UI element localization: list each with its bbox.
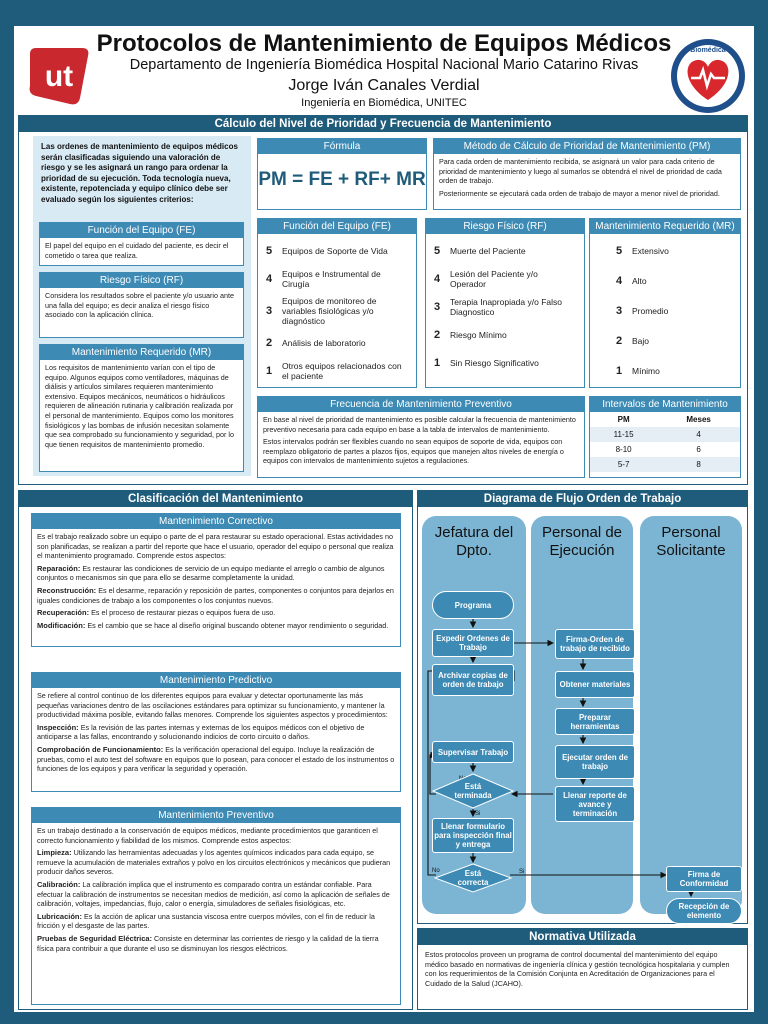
scale-value: 3 [434,301,441,313]
lane-title-ejecucion: Personal de Ejecución [541,524,623,559]
svg-text:Biomédica: Biomédica [690,47,726,54]
frequency-paragraph-2: Estos intervalos podrán ser flexibles cuando no sean equipos de soporte de vida, equipos con reemplazo obligatorio de partes a plazos fijos, equipos que manejen altos niveles de energía o equipos con intervalos de mantenimiento sujetos a regulaciones. [263,437,564,466]
criteria-panel [33,136,251,476]
decision-label-terminada: Está terminada [454,782,492,800]
flow-section [417,490,748,924]
method-box [433,138,741,210]
definition-item [37,880,395,909]
scale-description: Bajo [632,336,650,346]
definition-item [37,912,395,931]
scale-description: Lesión del Paciente y/o Operador [450,269,538,289]
definition-term: Modificación: [37,620,86,630]
list-item [616,300,732,322]
scale-value: 3 [266,305,273,317]
normativa-section [417,928,748,1010]
preventive-items [37,848,395,953]
table-cell: 6 [696,445,701,454]
node-programa: Programa [432,591,514,619]
classification-section [18,490,413,1010]
definition-term: Inspección: [37,722,79,732]
fe-scale-box [257,218,417,388]
table-row [590,427,740,442]
lane-title-jefatura: Jefatura del Dpto. [434,524,514,559]
definition-text: Es la acción de aplicar una sustancia viscosa entre cuerpos móviles, con el fin de reducir la fricción y el desgaste de las partes. [37,911,375,931]
rf-description-text: Considera los resultados sobre el paciente y/o usuario ante una falla del equipo; es decir analiza el riesgo físico asociado con la aplicación clínica. [45,291,234,320]
scale-value: 1 [434,357,441,369]
fe-scale-list [258,234,416,394]
svg-text:ut: ut [44,60,74,93]
predictive-box [31,672,401,792]
definition-term: Calibración: [37,879,81,889]
definition-text: Utilizando las herramientas adecuadas y los agentes químicos indicados para cada equipo, se remueve la acumulación de materiales extraños y polvo en los circuitos electrónicos y mecánicos que pudieran producir daños severos. [37,848,391,877]
lane-title-solicitante: Personal Solicitante [656,524,726,559]
list-item [434,296,576,318]
scale-description: Muerte del Paciente [450,246,526,256]
definition-text: Es el desarme, reparación y reposición de partes, componentes o conjuntos para dejarlos en iguales condiciones de trabajo a los componentes o los conjuntos nuevos. [37,585,394,605]
rf-scale-box [425,218,585,388]
node-esta-correcta [434,863,512,893]
fe-description-text: El papel del equipo en el cuidado del paciente, es decir el cometido o tarea que realiza. [45,241,229,260]
scale-value: 2 [266,337,273,349]
author-name: Jorge Iván Canales Verdial [288,77,480,94]
scale-description: Equipos e Instrumental de Cirugía [282,269,381,289]
formula-text: PM = FE + RF+ MR [258,169,426,190]
label-si-terminada: Si [475,811,481,817]
scale-value: 5 [266,245,273,257]
scale-value: 4 [434,273,441,285]
scale-value: 4 [616,275,623,287]
definition-term: Reconstrucción: [37,585,97,595]
definition-item [37,745,395,774]
scale-value: 2 [616,335,623,347]
table-cell: 5-7 [590,457,657,472]
definition-term: Limpieza: [37,848,72,858]
calc-section [18,115,748,485]
normativa-title: Normativa Utilizada [418,929,747,945]
list-item [434,268,576,290]
mr-description-label: Mantenimiento Requerido (MR) [40,345,243,360]
method-paragraph-2: Posteriormente se ejecutará cada orden de trabajo de mayor a menor nivel de prioridad. [439,188,720,198]
table-cell: 11-15 [590,427,657,442]
node-llenar-formulario: Llenar formulario para inspección final y entrega [432,818,514,853]
corrective-box [31,513,401,647]
frequency-paragraph-1: En base al nivel de prioridad de mantenimiento es posible calcular la frecuencia de mantenimiento preventivo necesaria para cada equipo en base a la tabla de intervalos de mantenimiento. [263,415,576,434]
definition-item [37,608,395,618]
scale-value: 5 [434,245,441,257]
preventive-intro: Es un trabajo destinado a la conservación de equipos médicos, mediante procedimientos que garanticen el correcto funcionamiento y fiabilidad de los mismos. Comprende estos aspectos: [37,826,378,845]
intervals-header-pm: PM [617,415,630,424]
node-recepcion-elemento: Recepción de elemento [666,898,742,924]
label-no-correcta: No [432,868,440,874]
node-esta-terminada [432,773,514,809]
scale-description: Riesgo Mínimo [450,330,507,340]
definition-item [37,586,395,605]
scale-description: Mínimo [632,366,660,376]
mr-scale-list [590,234,740,396]
corrective-label: Mantenimiento Correctivo [32,514,400,529]
definition-item [37,723,395,742]
table-cell: 4 [657,427,740,442]
fe-description-label: Función del Equipo (FE) [40,223,243,238]
fe-scale-label: Función del Equipo (FE) [258,219,416,234]
list-item [266,360,408,382]
fe-description-box [39,222,244,266]
node-llenar-reporte: Llenar reporte de avance y terminación [555,786,635,822]
decision-label-correcta: Está correcta [457,869,489,887]
scale-description: Equipos de monitoreo de variables fisiológicas y/o diagnóstico [282,296,377,326]
institution-name: Ingeniería en Biomédica, UNITEC [301,97,467,109]
predictive-intro: Se refiere al control continuo de los diferentes equipos para evaluar y detectar oportunamente las más pequeñas variaciones dentro de las oscilaciones estándares para optimizar su funcionamiento, y mantener la productividad máxima posible, evitando fallas menores. Comprende los siguientes aspectos y procedimientos: [37,691,388,720]
definition-text: La calibración implica que el instrumento es comparado contra un estándar confiable. Para efectuar la calibración de instrumentos se necesitan medios de medición, así como la aplicación de señales de calibración, voltajes, impedancias, flujo, calor o energía, simuladores de señales fisiológicas, etc. [37,879,390,909]
intervals-header-months: Meses [686,415,711,424]
definition-term: Reparación: [37,563,81,573]
predictive-label: Mantenimiento Predictivo [32,673,400,688]
node-archivar-copias: Archivar copias de orden de trabajo [432,664,514,696]
table-row [590,457,740,472]
intervals-table [590,412,740,472]
list-item [266,240,408,262]
intervals-box [589,396,741,478]
department-name: Departamento de Ingeniería Biomédica Hospital Nacional Mario Catarino Rivas [129,57,639,73]
scale-value: 3 [616,305,623,317]
list-item [434,240,576,262]
scale-value: 4 [266,273,273,285]
list-item [616,240,732,262]
criteria-intro: Las ordenes de mantenimiento de equipos médicos serán clasificadas siguiendo una valoración de riesgo y se les asignará un rango para ordenar la prioridad de su ejecución. Toda tecnología nueva, existente, repotenciada y equipo clínico debe ser evaluado según los siguientes criterios: [41,142,238,204]
scale-description: Terapia Inapropiada y/o Falso Diagnostico [450,297,562,317]
definition-text: Es la revisión de las partes internas y externas de los equipos médicos con el objetivo de anticiparse a las fallas, encontrando y solucionando indicios de corto circuito o daños. [37,722,365,742]
corrective-intro: Es el trabajo realizado sobre un equipo o parte de el para restaurar su estado operacional. Estas actividades no son planificadas, se realizan a partir del reporte que hace el usuario, operador del equipo o personal que realiza el mantenimiento programado. Comprende estos aspectos: [37,532,394,561]
method-label: Método de Cálculo de Prioridad de Mantenimiento (PM) [434,139,740,154]
scale-description: Equipos de Soporte de Vida [282,246,388,256]
scale-value: 1 [616,365,623,377]
list-item [616,270,732,292]
scale-description: Otros equipos relacionados con el paciente [282,361,402,381]
normativa-text: Estos protocolos proveen un programa de control documental del mantenimiento del equipo médico basado en normativas de ingeniería clínica y gestión tecnológica hospitalaria y cumplen con los requerimientos de la Comisión Conjunta en Acreditación de Organizaciones para el Cuidado de la Salud (JCAHO). [425,950,730,988]
rf-scale-list [426,234,584,386]
node-ejecutar-orden: Ejecutar orden de trabajo [555,745,635,779]
node-preparar-herramientas: Preparar herramientas [555,708,635,735]
scale-value: 2 [434,329,441,341]
list-item [266,296,408,326]
node-obtener-materiales: Obtener materiales [555,671,635,698]
frequency-box [257,396,585,478]
list-item [616,360,732,382]
definition-term: Comprobación de Funcionamiento: [37,744,164,754]
preventive-label: Mantenimiento Preventivo [32,808,400,823]
scale-description: Alto [632,276,647,286]
definition-item [37,621,395,631]
definition-term: Recuperación: [37,608,90,618]
definition-item [37,848,395,877]
rf-scale-label: Riesgo Físico (RF) [426,219,584,234]
node-expedir-ordenes: Expedir Ordenes de Trabajo [432,629,514,657]
definition-term: Lubricación: [37,911,83,921]
list-item [266,332,408,354]
table-cell: 8-10 [615,445,632,454]
label-si-correcta: Si [519,869,525,875]
list-item [434,324,576,346]
definition-text: Consiste en determinar las corrientes de riesgo y la calidad de la tierra física para contribuir a que durante el uso se disminuyan los riesgos eléctricos. [37,933,379,953]
scale-description: Sin Riesgo Significativo [450,358,539,368]
definition-item [37,564,395,583]
calc-section-title: Cálculo del Nivel de Prioridad y Frecuencia de Mantenimiento [19,116,747,132]
poster [14,26,754,1012]
mr-description-text: Los requisitos de mantenimiento varían con el tipo de equipo. Algunos equipos como ventiladores, máquinas de diálisis y artículos similares requieren mantenimiento extensivo. Equipos mecánicos, neumáticos o hidráulicos requieren de alineación rutinaria y calibración realizada por el personal de mantenimiento. Equipos como los monitores fisiológicos y las bombas de infusión necesitan solamente que sea comprobado su funcionamiento y seguridad, por lo que tienen requisitos de mantenimiento promedio. [45,363,234,449]
definition-term: Pruebas de Seguridad Eléctrica: [37,933,153,943]
method-paragraph-1: Para cada orden de mantenimiento recibida, se asignará un valor para cada criterio de prioridad de mantenimiento y luego al sumarlos se obtendrá el nivel de prioridad de cada orden de trabajo. [439,157,722,186]
corrective-items [37,564,395,631]
frequency-label: Frecuencia de Mantenimiento Preventivo [258,397,584,412]
scale-description: Promedio [632,306,669,316]
definition-text: Es la verificación operacional del equipo. Incluye la realización de pruebas, como el auto test del software en equipos que lo posean, para conocer el estado de los instrumentos o funciones de los equipos y para verificar la seguridad y operación. [37,744,395,774]
preventive-box [31,807,401,1005]
formula-box [257,138,427,210]
node-supervisar-trabajo: Supervisar Trabajo [432,741,514,763]
mr-scale-label: Mantenimiento Requerido (MR) [590,219,740,234]
definition-text: Es el proceso de restaurar piezas o equipos fuera de uso. [91,608,276,618]
definition-text: Es el cambio que se hace al diseño original buscando obtener mayor rendimiento o seguridad. [87,620,389,630]
node-firma-orden: Firma-Orden de trabajo de recibido [555,629,635,659]
table-row [590,442,740,457]
table-cell: 8 [657,457,740,472]
poster-title: Protocolos de Mantenimiento de Equipos Médicos [96,30,672,57]
rf-description-label: Riesgo Físico (RF) [40,273,243,288]
formula-label: Fórmula [258,139,426,154]
scale-value: 1 [266,365,273,377]
definition-item [37,934,395,953]
list-item [266,268,408,290]
list-item [616,330,732,352]
intervals-label: Intervalos de Mantenimiento [590,397,740,412]
scale-value: 5 [616,245,623,257]
predictive-items [37,723,395,774]
mr-description-box [39,344,244,472]
rf-description-box [39,272,244,338]
scale-description: Análisis de laboratorio [282,338,366,348]
classification-title: Clasificación del Mantenimiento [19,491,412,507]
definition-text: Es restaurar las condiciones de servicio de un equipo mediante el arreglo o cambio de algunos conjuntos o mecanismos sin que para ello se desarme completamente la unidad. [37,563,385,583]
list-item [434,352,576,374]
mr-scale-box [589,218,741,388]
flow-title: Diagrama de Flujo Orden de Trabajo [418,491,747,507]
node-firma-conformidad: Firma de Conformidad [666,866,742,892]
scale-description: Extensivo [632,246,669,256]
